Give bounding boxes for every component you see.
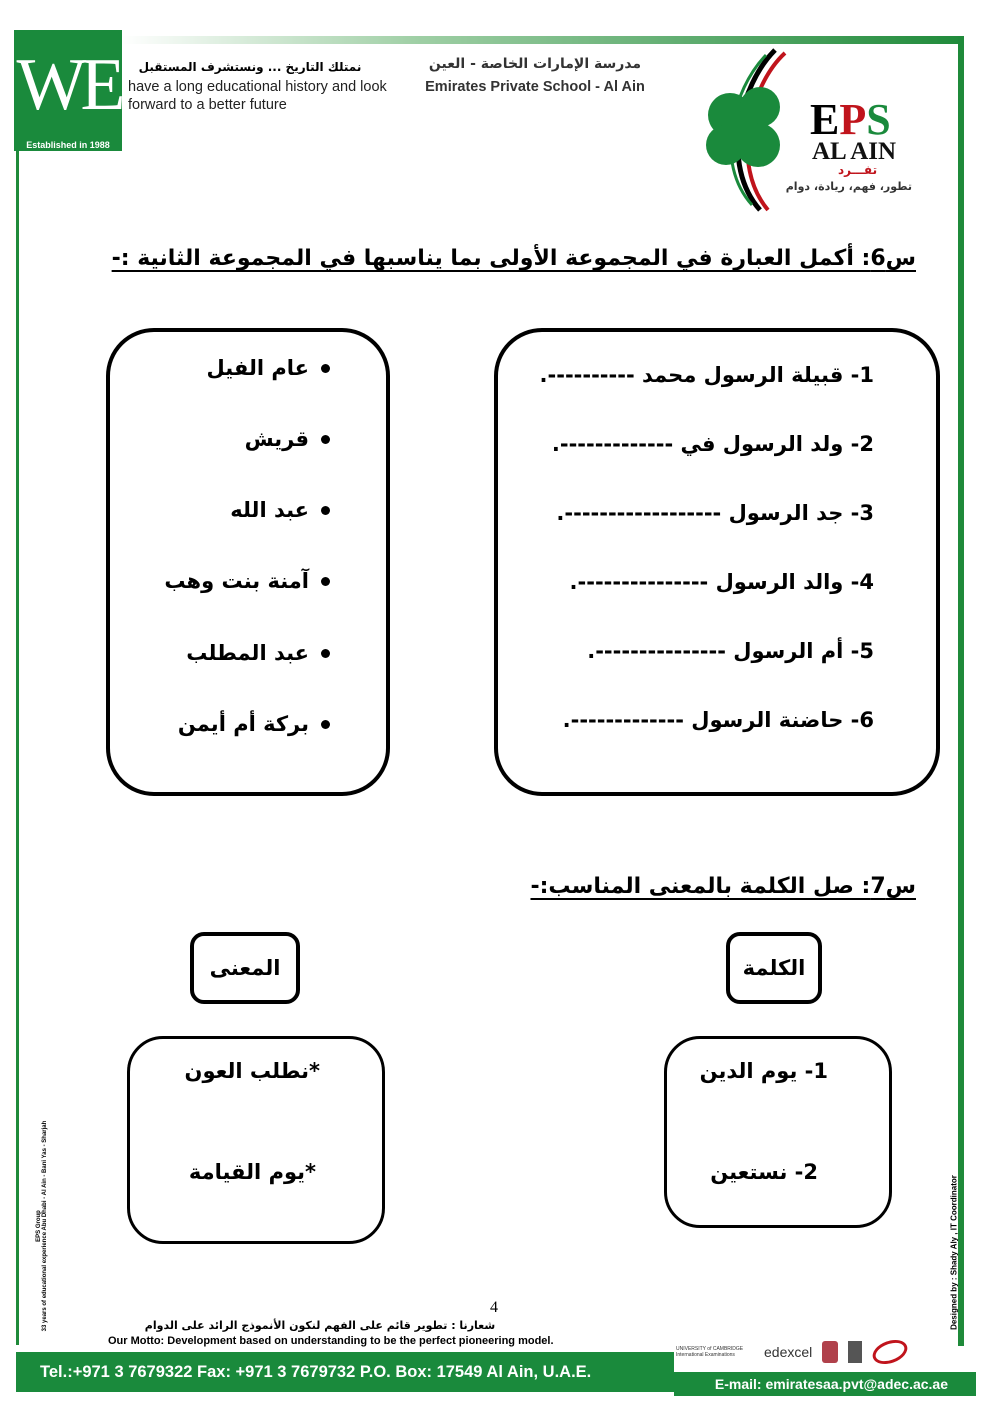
q6-answer-1: عام الفيل <box>207 356 330 380</box>
q6-statement-2: 2- ولد الرسول في -------------. <box>551 432 874 456</box>
q6-statement-4: 4- والد الرسول ---------------. <box>569 570 874 594</box>
q6-answer-5: عبد المطلب <box>186 641 330 665</box>
side-left-line-2: 33 years of educational experience Abu Dhabi - Al Ain - Bani Yas - Sharjah <box>42 1120 48 1332</box>
q7-word-2: 2- نستعين <box>710 1160 818 1184</box>
eps-tagline-1: تفـــرد <box>838 163 878 177</box>
q6-statement-6: 6- حاضنة الرسول -------------. <box>562 708 874 732</box>
q7-meaning-1: *نطلب العون <box>184 1059 320 1083</box>
q6-statement-5: 5- أم الرسول ---------------. <box>587 639 874 663</box>
q6-statement-3: 3- جد الرسول ------------------. <box>556 501 874 525</box>
footer-motto-en: Our Motto: Development based on understanding to be the perfect pioneering model. <box>108 1335 554 1347</box>
page-number: 4 <box>490 1299 498 1316</box>
side-right-line: Designed by : Shady Aly , IT Coordinator <box>949 1175 959 1330</box>
q7-word-1: 1- يوم الدين <box>699 1059 828 1083</box>
eps-tagline-2: تطور، فهم، ريادة، دوام <box>785 180 912 193</box>
bullet-icon <box>321 506 330 515</box>
q7-meaning-2: *يوم القيامة <box>188 1160 316 1184</box>
side-left-line-1: EPS Group <box>36 1210 42 1242</box>
school-name-ar: مدرسة الإمارات الخاصة - العين <box>428 56 642 72</box>
bullet-icon <box>321 720 330 729</box>
bullet-icon <box>321 577 330 586</box>
swoosh-icon <box>870 1336 911 1369</box>
cambridge-logo: UNIVERSITY of CAMBRIDGE International Examinations <box>676 1346 744 1358</box>
q7-word-header: الكلمة <box>726 932 822 1004</box>
q7-title: س7: صل الكلمة بالمعنى المناسب:- <box>530 874 916 899</box>
q6-answer-3: عبد الله <box>230 498 330 522</box>
we-established: Established in 1988 <box>14 139 122 151</box>
edexcel-logo: edexcel <box>764 1344 813 1360</box>
eps-logo-text: EPS <box>810 95 891 144</box>
school-name-en: Emirates Private School - Al Ain <box>425 79 645 95</box>
page-frame-right <box>958 36 964 1346</box>
q6-answer-2: قريش <box>245 427 330 451</box>
footer-contact-bar: Tel.:+971 3 7679322 Fax: +971 3 7679732 P.O. Box: 17549 Al Ain, U.A.E. <box>16 1352 674 1392</box>
crest-icon <box>822 1341 838 1363</box>
side-text-left <box>22 1110 48 1350</box>
q7-meaning-header: المعنى <box>190 932 300 1004</box>
page-frame-left <box>16 150 19 1345</box>
bullet-icon <box>321 435 330 444</box>
partner-logos <box>676 1336 956 1368</box>
header-motto-ar: نمتلك التاريخ ... ونستشرف المستقبل <box>138 60 362 74</box>
bullet-icon <box>321 364 330 373</box>
side-text-right <box>944 1170 964 1340</box>
tower-icon <box>848 1341 862 1363</box>
q6-answer-4: آمنة بنت وهب <box>164 569 330 593</box>
header-motto-en: have a long educational history and look forward to a better future <box>128 79 387 113</box>
q6-title: س6: أكمل العبارة في المجموعة الأولى بما يناسبها في المجموعة الثانية :- <box>111 246 916 271</box>
page-frame-top <box>122 36 964 44</box>
q6-statement-1: 1- قبيلة الرسول محمد ----------. <box>539 363 874 387</box>
we-logo: WE <box>14 30 122 140</box>
q6-answer-6: بركة أم أيمن <box>178 712 330 736</box>
eps-city: AL AIN <box>812 138 897 165</box>
footer-motto-ar: شعارنا : تطوير قائم على الفهم لنكون الأنموذج الرائد على الدوام <box>144 1319 496 1332</box>
bullet-icon <box>321 649 330 658</box>
footer-email-bar: E-mail: emiratesaa.pvt@adec.ac.ae <box>674 1372 976 1396</box>
